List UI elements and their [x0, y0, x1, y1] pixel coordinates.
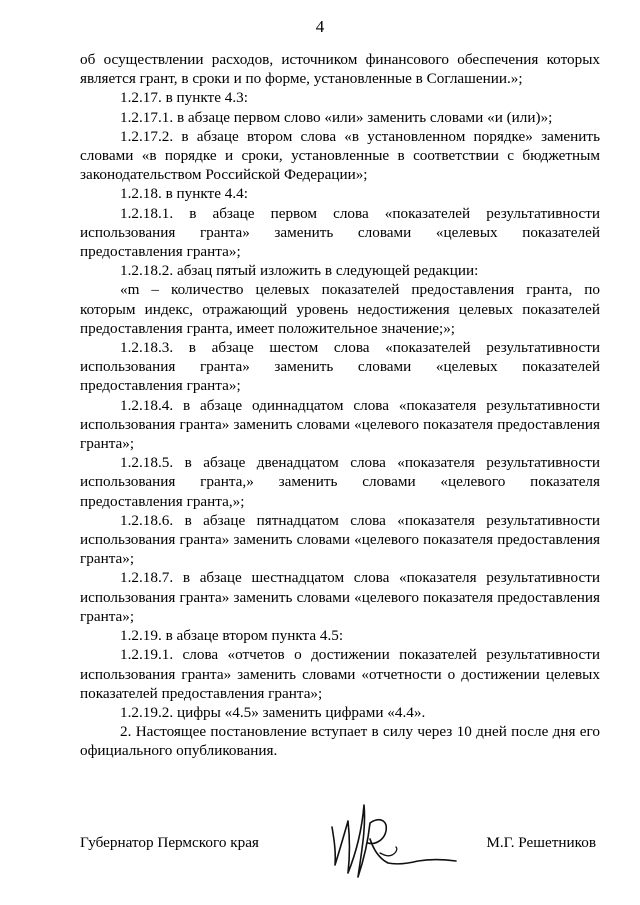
paragraph: 1.2.17.1. в абзаце первом слово «или» заменить словами «и (или)»;: [120, 108, 553, 126]
signatory-name: М.Г. Решетников: [486, 834, 596, 851]
paragraph: 1.2.19. в абзаце втором пункта 4.5:: [120, 627, 344, 645]
paragraph: 1.2.19.1. слова «отчетов о достижении показателей результативности использования гранта» заменить словами «отчетности о достижении целевых показателей предоставления гранта»;: [80, 646, 600, 702]
paragraph: 1.2.18.7. в абзаце шестнадцатом слова «показателя результативности использования гранта» заменить словами «целевого показателя предоставления гранта»;: [80, 569, 600, 625]
paragraph: «m – количество целевых показателей предоставления гранта, по которым индекс, отражающий уровень недостижения целевых показателей предоставления гранта, имеет положительное значение;»;: [80, 281, 600, 337]
paragraph: 1.2.17.2. в абзаце втором слова «в установленном порядке» заменить словами «в порядке и сроки, установленные в соответствии с бюджетным законодательством Российской Федерации»;: [80, 127, 600, 184]
paragraph: 1.2.18.3. в абзаце шестом слова «показателей результативности использования гранта» заменить словами «целевых показателей предоставления гранта»;: [80, 339, 600, 395]
paragraph: 1.2.18.1. в абзаце первом слова «показателей результативности использования гранта» заменить словами «целевых показателей предоставления гранта»;: [80, 204, 600, 261]
paragraph: 1.2.19.2. цифры «4.5» заменить цифрами «4.4».: [120, 703, 426, 721]
document-body: [80, 50, 600, 761]
handwritten-signature: [318, 793, 468, 883]
paragraph: 1.2.17. в пункте 4.3:: [120, 89, 248, 107]
signatory-position: Губернатор Пермского края: [80, 834, 259, 851]
paragraph: 1.2.18.6. в абзаце пятнадцатом слова «показателя результативности использования гранта» заменить словами «целевого показателя предоставления гранта»;: [80, 511, 600, 568]
paragraph: 1.2.18.2. абзац пятый изложить в следующей редакции:: [120, 262, 479, 280]
paragraph: 1.2.18.5. в абзаце двенадцатом слова «показателя результативности использования гранта,» заменить словами «целевого показателя предоставления гранта,»;: [80, 454, 600, 510]
paragraph: 1.2.18.4. в абзаце одиннадцатом слова «показателя результативности использования гранта» заменить словами «целевого показателя предоставления гранта»;: [80, 396, 600, 453]
page-number: 4: [315, 17, 325, 36]
paragraph: 2. Настоящее постановление вступает в силу через 10 дней после дня его официального опубликования.: [80, 723, 600, 760]
signature-block: [80, 823, 600, 863]
paragraph: 1.2.18. в пункте 4.4:: [120, 185, 248, 203]
paragraph: об осуществлении расходов, источником финансового обеспечения которых является грант, в сроки и по форме, установленные в Соглашении.»;: [80, 51, 600, 88]
